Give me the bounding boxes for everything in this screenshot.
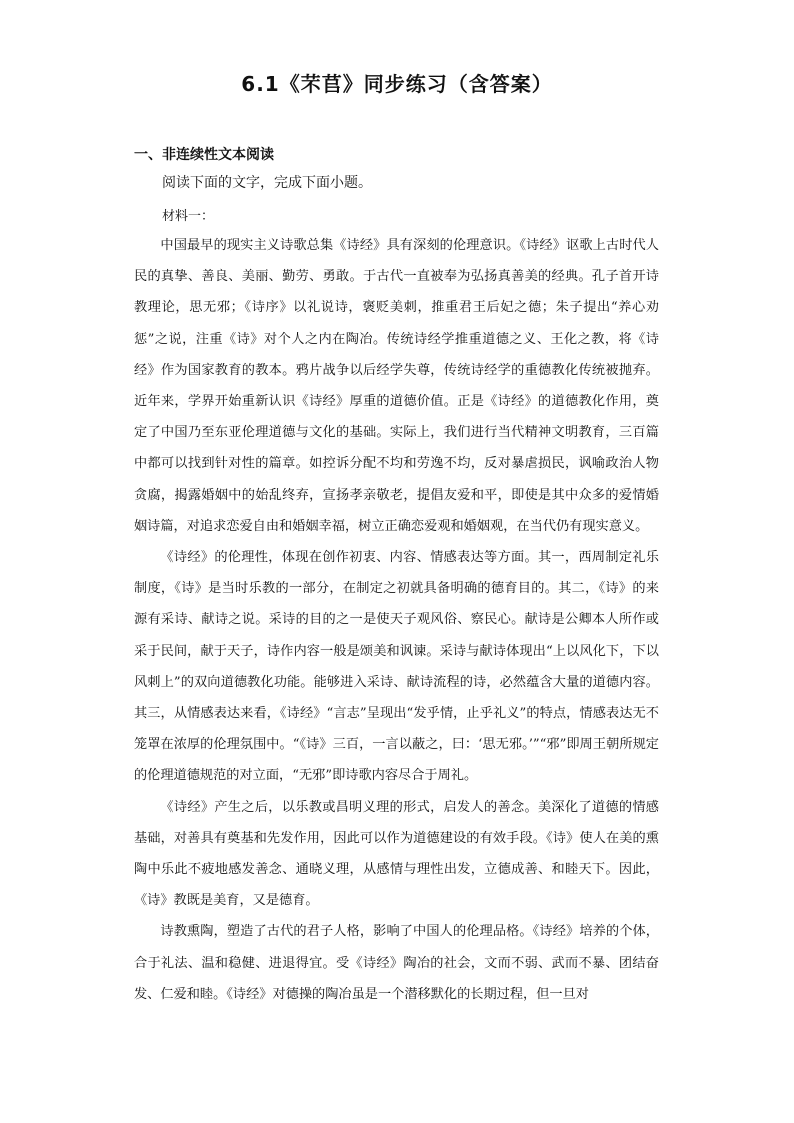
material-label: 材料一： <box>162 209 215 224</box>
paragraph: 诗教熏陶，塑造了古代的君子人格，影响了中国人的伦理品格。《诗经》培养的个体，合于礼法、温和稳健、进退得宜。受《诗经》陶冶的社会，文而不弱、武而不暴、团结奋发、仁爱和睦。《诗经》对德操的陶冶虽是一个潜移默化的长期过程，但一旦对 <box>134 924 659 1002</box>
document-title: 6.1《芣苢》同步练习（含答案） <box>241 72 553 96</box>
passage-body <box>134 230 659 1010</box>
paragraph: 《诗经》产生之后，以乐教或昌明义理的形式，启发人的善念。美深化了道德的情感基础，对善具有奠基和先发作用，因此可以作为道德建设的有效手段。《诗》使人在美的熏陶中乐此不疲地感发善念、通晓义理，从感情与理性出发，立德成善、和睦天下。因此，《诗》教既是美育，又是德育。 <box>134 799 659 909</box>
paragraph: 中国最早的现实主义诗歌总集《诗经》具有深刻的伦理意识。《诗经》讴歌上古时代人民的真挚、善良、美丽、勤劳、勇敢。于古代一直被奉为弘扬真善美的经典。孔子首开诗教理论，思无邪；《诗序》以礼说诗，褒贬美刺，推重君王后妃之德；朱子提出“养心劝惩”之说，注重《诗》对个人之内在陶冶。传统诗经学推重道德之义、王化之教，将《诗经》作为国家教育的教本。鸦片战争以后经学失尊，传统诗经学的重德教化传统被抛弃。近年来，学界开始重新认识《诗经》厚重的道德价值。正是《诗经》的道德教化作用，奠定了中国乃至东亚伦理道德与文化的基础。实际上，我们进行当代精神文明教育，三百篇中都可以找到针对性的篇章。如控诉分配不均和劳逸不均，反对暴虐损民，讽喻政治人物贪腐，揭露婚姻中的始乱终弃，宣扬孝亲敬老，提倡友爱和平，即使是其中众多的爱情婚姻诗篇，对追求恋爱自由和婚姻幸福，树立正确恋爱观和婚姻观，在当代仍有现实意义。 <box>134 238 659 534</box>
reading-instruction: 阅读下面的文字，完成下面小题。 <box>162 175 372 191</box>
paragraph: 《诗经》的伦理性，体现在创作初衷、内容、情感表达等方面。其一，西周制定礼乐制度，《诗》是当时乐教的一部分，在制定之初就具备明确的德育目的。其二，《诗》的来源有采诗、献诗之说。采诗的目的之一是使天子观风俗、察民心。献诗是公卿本人所作或采于民间，献于天子，诗作内容一般是颂美和讽谏。采诗与献诗体现出“上以风化下，下以风刺上”的双向道德教化功能。能够进入采诗、献诗流程的诗，必然蕴含大量的道德内容。其三，从情感表达来看，《诗经》“言志”呈现出“发乎情，止乎礼义”的特点，情感表达无不笼罩在浓厚的伦理氛围中。“《诗》三百，一言以蔽之，曰：‘思无邪。’”“邪”即周王朝所规定的伦理道德规范的对立面，“无邪”即诗歌内容尽合于周礼。 <box>134 550 659 784</box>
section-heading: 一、非连续性文本阅读 <box>134 147 274 163</box>
